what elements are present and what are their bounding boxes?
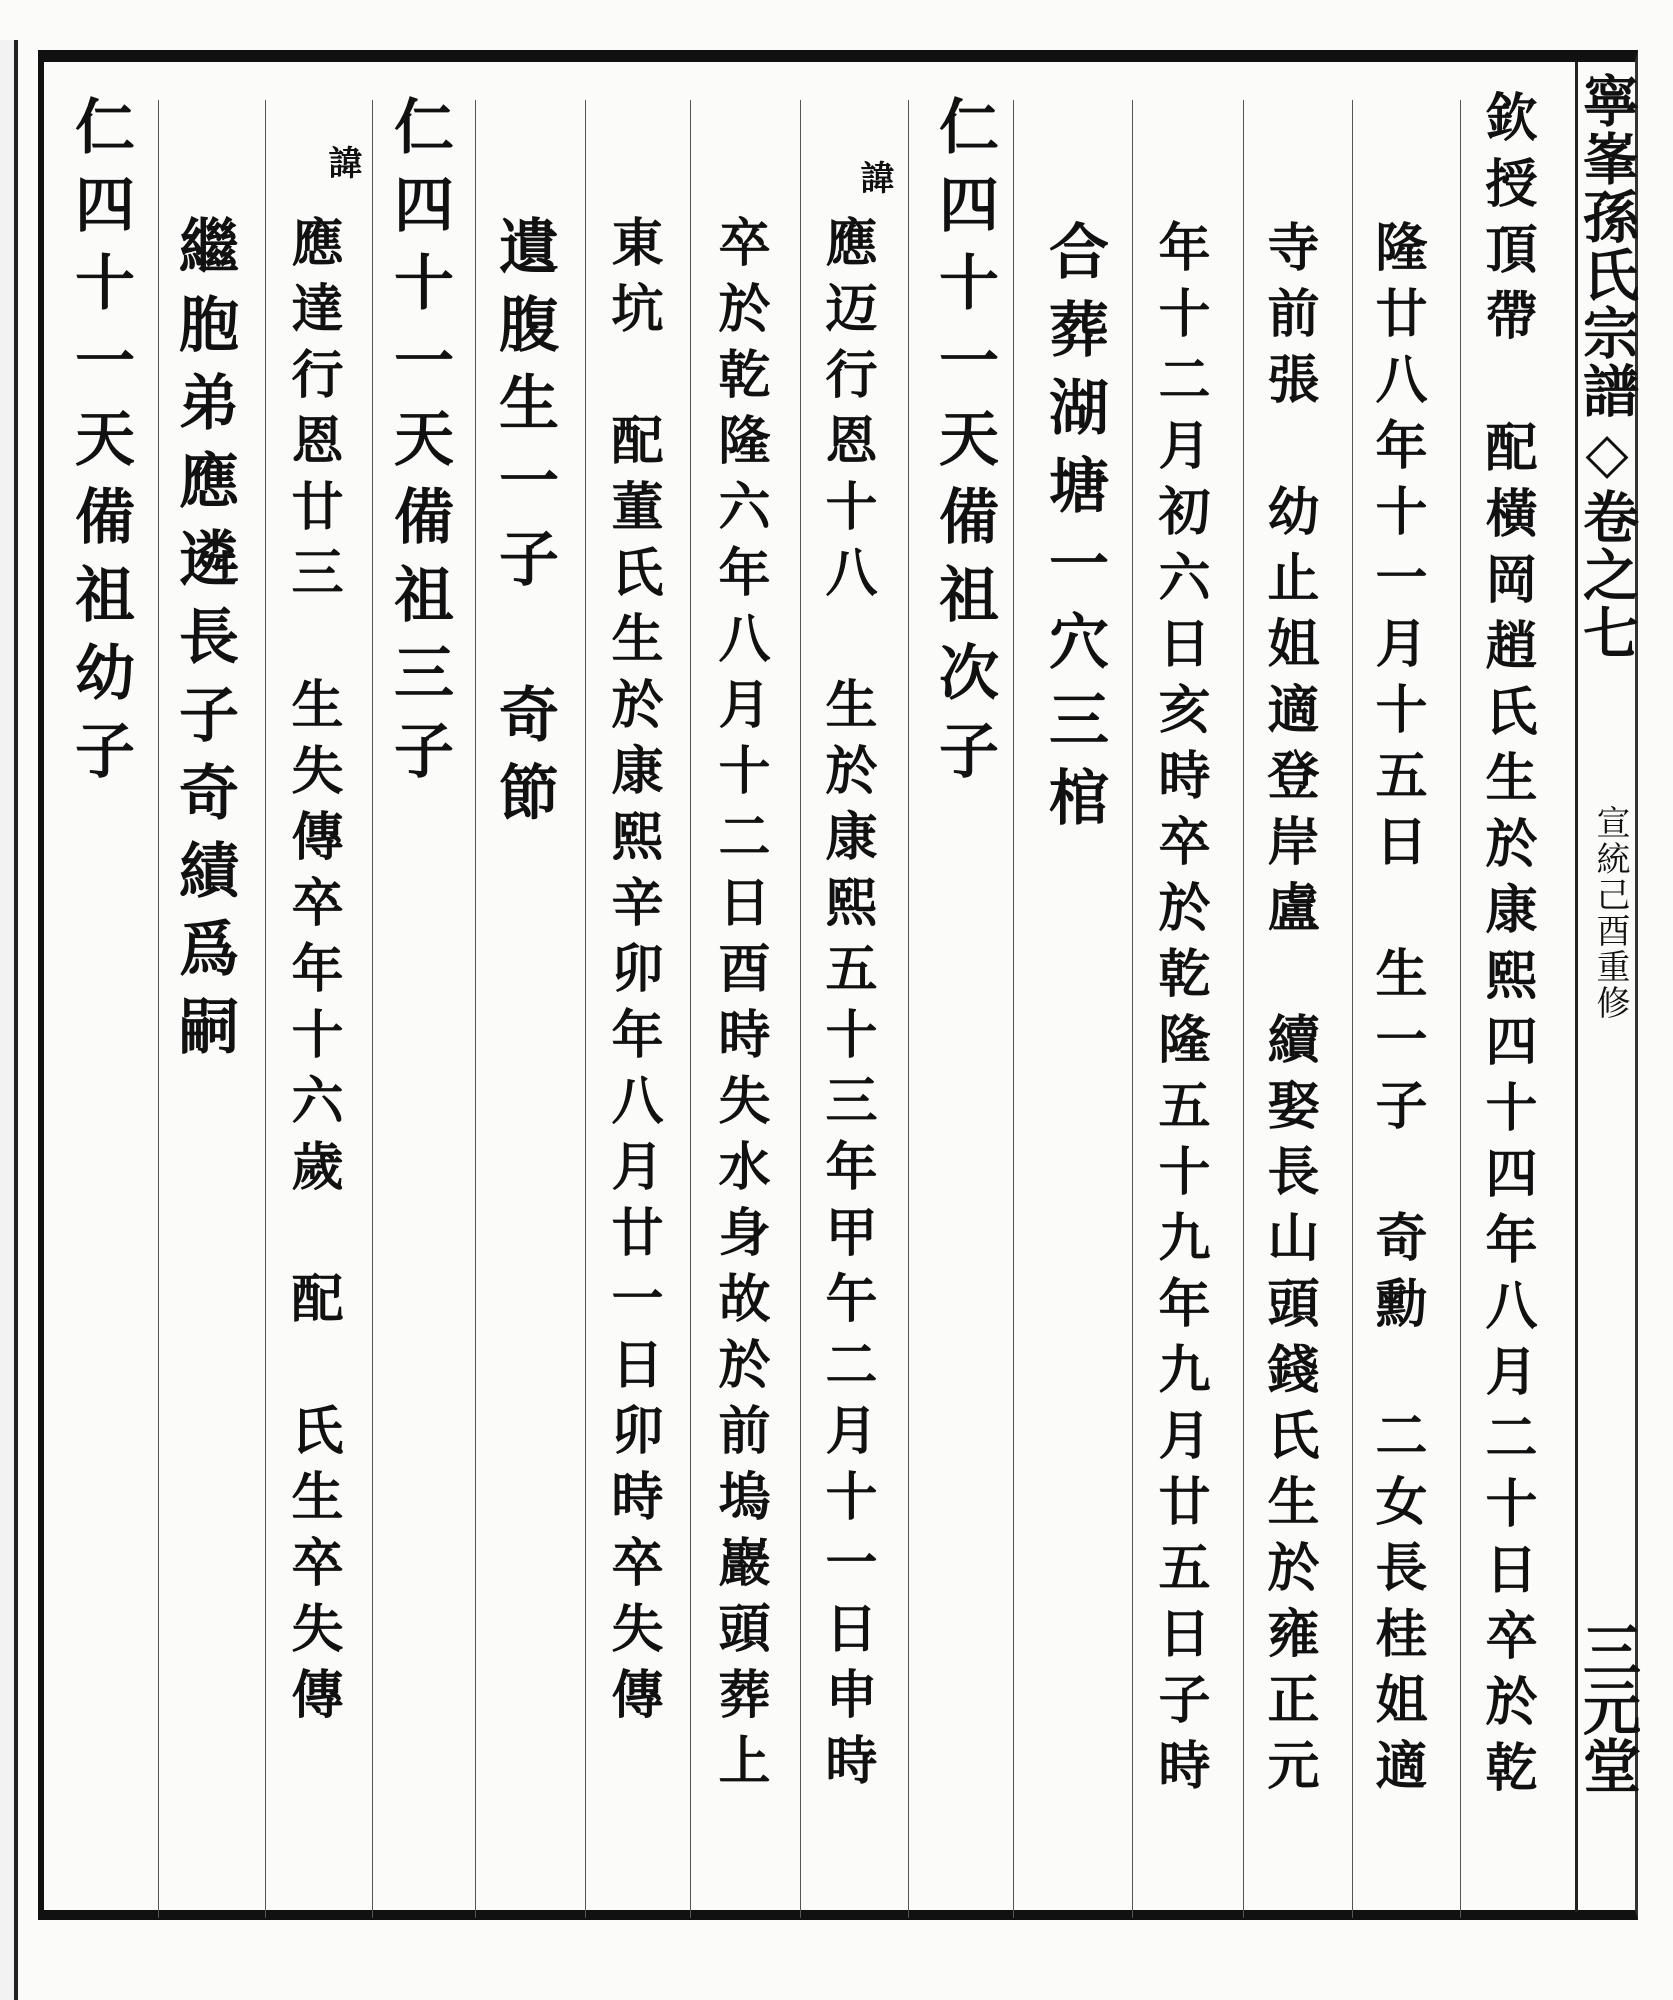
text-column: 繼胞弟應遴長子奇績爲嗣 [169, 215, 239, 1073]
column-divider [475, 100, 476, 1918]
text-column: 欽授頂帶 配橫岡趙氏生於康熙四十四年八月二十日卒於乾 [1476, 90, 1537, 1806]
text-column: 應達行恩廿三 生失傳卒年十六歲 配 氏生卒失傳 [282, 215, 343, 1733]
column-divider [1460, 100, 1461, 1918]
generation-heading: 仁四十一天備祖次子 [929, 95, 999, 797]
text-column: 寺前張 幼止姐適登岸盧 續娶長山頭錢氏生於雍正元 [1258, 220, 1319, 1804]
column-divider [690, 100, 691, 1918]
edition-note: 宣統己酉重修 [1590, 805, 1630, 1021]
text-column: 合葬湖塘一穴三棺 [1039, 220, 1109, 844]
column-divider [158, 100, 159, 1918]
hall-name: 三元堂 [1573, 1620, 1641, 1794]
text-column: 卒於乾隆六年八月十二日酉時失水身故於前塢巖頭葬上 [709, 215, 770, 1799]
text-column: 隆廿八年十一月十五日 生一子 奇勳 二女長桂姐適 [1366, 220, 1427, 1804]
column-divider [1132, 100, 1133, 1918]
text-column: 東坑 配董氏生於康熙辛卯年八月廿一日卯時卒失傳 [602, 215, 663, 1733]
text-column: 應迈行恩十八 生於康熙五十三年甲午二月十一日申時 [816, 215, 877, 1799]
column-divider [1013, 100, 1014, 1918]
text-column: 遺腹生一子 奇節 [489, 215, 559, 839]
taboo-name-mark: 諱 [854, 160, 894, 200]
taboo-name-mark: 諱 [322, 145, 362, 185]
generation-heading: 仁四十一天備祖幼子 [65, 95, 135, 797]
column-divider [265, 100, 266, 1918]
genealogy-title: 寧峯孫氏宗譜◇卷之七 [1574, 72, 1640, 662]
adjacent-page-edge [0, 40, 18, 2000]
text-column: 年十二月初六日亥時卒於乾隆五十九年九月廿五日子時 [1149, 220, 1210, 1804]
column-divider [800, 100, 801, 1918]
column-divider [1243, 100, 1244, 1918]
column-divider [372, 100, 373, 1918]
column-divider [1352, 100, 1353, 1918]
generation-heading: 仁四十一天備祖三子 [384, 95, 454, 797]
column-divider [908, 100, 909, 1918]
column-divider [585, 100, 586, 1918]
